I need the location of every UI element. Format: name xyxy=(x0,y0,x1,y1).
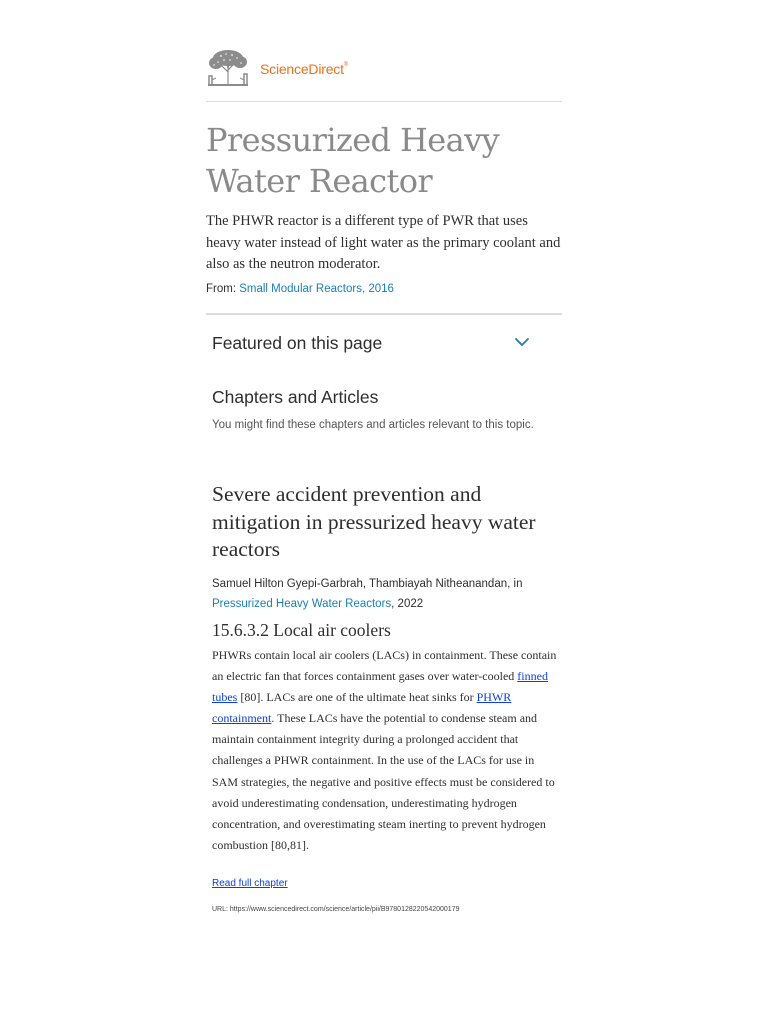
source-prefix: From: xyxy=(206,283,237,295)
book-link[interactable]: Pressurized Heavy Water Reactors xyxy=(212,598,392,610)
author-names: Samuel Hilton Gyepi-Garbrah, Thambiayah Nitheanandan, in xyxy=(212,578,523,590)
article-year: , 2022 xyxy=(391,598,424,610)
header xyxy=(206,48,562,102)
brand-name[interactable]: ScienceDirect xyxy=(260,61,344,77)
sciencedirect-brand[interactable] xyxy=(260,61,348,77)
chevron-down-icon[interactable] xyxy=(514,336,530,348)
page-title: Pressurized Heavy Water Reactor xyxy=(206,121,500,200)
read-full-chapter-link[interactable]: Read full chapter xyxy=(212,878,288,889)
excerpt-text-2: [80]. LACs are one of the ultimate heat sinks for xyxy=(237,690,477,705)
excerpt-text-3: . These LACs have the potential to condense steam and maintain containment integrity during a prolonged accident that challenges a PHWR containment. In the use of the LACs for use in SAM strategies, the negative and positive effects must be considered to avoid underestimating condensation, underestimating hydrogen concentration, and overestimating steam inerting to prevent hydrogen combustion [80,81]. xyxy=(212,711,555,852)
divider xyxy=(206,313,562,315)
topic-definition: The PHWR reactor is a different type of PWR that uses heavy water instead of light water as the primary coolant and also as the neutron moderator. xyxy=(206,213,561,272)
source-link[interactable]: Small Modular Reactors, 2016 xyxy=(239,283,394,295)
featured-toggle[interactable] xyxy=(212,333,530,361)
finned-tubes-link[interactable]: finned tubes xyxy=(212,669,548,705)
chapters-subtitle: You might find these chapters and articles relevant to this topic. xyxy=(212,419,534,431)
elsevier-tree-logo[interactable] xyxy=(206,48,250,88)
article-authors xyxy=(212,574,558,614)
chapters-heading: Chapters and Articles xyxy=(212,387,379,407)
featured-label[interactable]: Featured on this page xyxy=(212,333,383,353)
registered-mark: ® xyxy=(343,62,348,68)
excerpt-text-1: PHWRs contain local air coolers (LACs) in containment. These contain an electric fan that forces containment gases over water-cooled xyxy=(212,648,557,684)
article-url: URL: https://www.sciencedirect.com/science/article/pii/B9780128220542000179 xyxy=(212,906,460,913)
article-title[interactable]: Severe accident prevention and mitigation in pressurized heavy water reactors xyxy=(212,482,536,561)
section-heading: 15.6.3.2 Local air coolers xyxy=(212,620,391,640)
topic-source xyxy=(206,283,394,295)
article-excerpt xyxy=(212,645,558,856)
phwr-containment-link[interactable]: PHWR containment xyxy=(212,690,512,726)
